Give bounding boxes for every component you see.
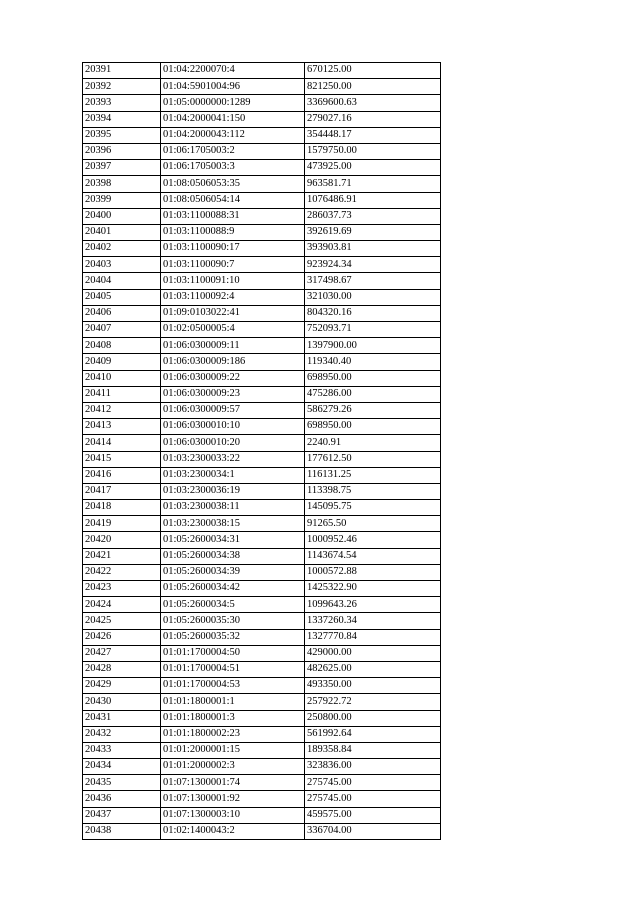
value-cell: 670125.00 bbox=[305, 63, 441, 79]
value-cell: 1397900.00 bbox=[305, 338, 441, 354]
table-row bbox=[83, 516, 441, 532]
cadastral-number-cell: 01:03:2300036:19 bbox=[161, 483, 305, 499]
row-number-cell: 20410 bbox=[83, 370, 161, 386]
cadastral-number-cell: 01:05:2600034:42 bbox=[161, 581, 305, 597]
value-cell: 473925.00 bbox=[305, 160, 441, 176]
row-number-cell: 20424 bbox=[83, 597, 161, 613]
cadastral-number-cell: 01:05:0000000:1289 bbox=[161, 95, 305, 111]
row-number-cell: 20421 bbox=[83, 548, 161, 564]
row-number-cell: 20399 bbox=[83, 192, 161, 208]
table-row bbox=[83, 143, 441, 159]
table-row bbox=[83, 111, 441, 127]
table-row bbox=[83, 208, 441, 224]
cadastral-number-cell: 01:03:1100088:31 bbox=[161, 208, 305, 224]
cadastral-number-cell: 01:01:1800002:23 bbox=[161, 726, 305, 742]
value-cell: 286037.73 bbox=[305, 208, 441, 224]
table-row bbox=[83, 581, 441, 597]
cadastral-number-cell: 01:01:1800001:1 bbox=[161, 694, 305, 710]
cadastral-number-cell: 01:05:2600034:31 bbox=[161, 532, 305, 548]
value-cell: 1143674.54 bbox=[305, 548, 441, 564]
table-row bbox=[83, 548, 441, 564]
cadastral-number-cell: 01:04:5901004:96 bbox=[161, 79, 305, 95]
cadastral-number-cell: 01:03:2300034:1 bbox=[161, 467, 305, 483]
table-body bbox=[83, 63, 441, 840]
row-number-cell: 20428 bbox=[83, 661, 161, 677]
value-cell: 354448.17 bbox=[305, 127, 441, 143]
table-row bbox=[83, 759, 441, 775]
row-number-cell: 20411 bbox=[83, 386, 161, 402]
value-cell: 1579750.00 bbox=[305, 143, 441, 159]
cadastral-number-cell: 01:04:2000041:150 bbox=[161, 111, 305, 127]
value-cell: 250800.00 bbox=[305, 710, 441, 726]
cadastral-number-cell: 01:01:2000001:15 bbox=[161, 742, 305, 758]
cadastral-number-cell: 01:05:2600034:5 bbox=[161, 597, 305, 613]
value-cell: 321030.00 bbox=[305, 289, 441, 305]
table-row bbox=[83, 160, 441, 176]
cadastral-number-cell: 01:03:2300038:15 bbox=[161, 516, 305, 532]
value-cell: 923924.34 bbox=[305, 257, 441, 273]
table-row bbox=[83, 95, 441, 111]
value-cell: 113398.75 bbox=[305, 483, 441, 499]
table-row bbox=[83, 483, 441, 499]
row-number-cell: 20414 bbox=[83, 435, 161, 451]
cadastral-number-cell: 01:03:2300038:11 bbox=[161, 500, 305, 516]
table-row bbox=[83, 823, 441, 839]
row-number-cell: 20434 bbox=[83, 759, 161, 775]
cadastral-number-cell: 01:01:2000002:3 bbox=[161, 759, 305, 775]
table-row bbox=[83, 710, 441, 726]
value-cell: 2240.91 bbox=[305, 435, 441, 451]
cadastral-number-cell: 01:03:2300033:22 bbox=[161, 451, 305, 467]
value-cell: 91265.50 bbox=[305, 516, 441, 532]
cadastral-number-cell: 01:06:0300009:11 bbox=[161, 338, 305, 354]
row-number-cell: 20406 bbox=[83, 305, 161, 321]
table-row bbox=[83, 564, 441, 580]
row-number-cell: 20398 bbox=[83, 176, 161, 192]
cadastral-number-cell: 01:02:0500005:4 bbox=[161, 322, 305, 338]
value-cell: 3369600.63 bbox=[305, 95, 441, 111]
value-cell: 429000.00 bbox=[305, 645, 441, 661]
cadastral-number-cell: 01:05:2600034:38 bbox=[161, 548, 305, 564]
value-cell: 275745.00 bbox=[305, 775, 441, 791]
table-row bbox=[83, 597, 441, 613]
table-row bbox=[83, 386, 441, 402]
value-cell: 1337260.34 bbox=[305, 613, 441, 629]
cadastral-number-cell: 01:01:1700004:53 bbox=[161, 678, 305, 694]
table-row bbox=[83, 678, 441, 694]
value-cell: 1076486.91 bbox=[305, 192, 441, 208]
row-number-cell: 20393 bbox=[83, 95, 161, 111]
row-number-cell: 20431 bbox=[83, 710, 161, 726]
row-number-cell: 20430 bbox=[83, 694, 161, 710]
row-number-cell: 20427 bbox=[83, 645, 161, 661]
row-number-cell: 20423 bbox=[83, 581, 161, 597]
value-cell: 1099643.26 bbox=[305, 597, 441, 613]
row-number-cell: 20438 bbox=[83, 823, 161, 839]
cadastral-number-cell: 01:06:0300009:186 bbox=[161, 354, 305, 370]
cadastral-number-cell: 01:05:2600035:30 bbox=[161, 613, 305, 629]
row-number-cell: 20436 bbox=[83, 791, 161, 807]
table-row bbox=[83, 241, 441, 257]
value-cell: 257922.72 bbox=[305, 694, 441, 710]
table-row bbox=[83, 694, 441, 710]
table-row bbox=[83, 79, 441, 95]
row-number-cell: 20417 bbox=[83, 483, 161, 499]
cadastral-number-cell: 01:03:1100090:17 bbox=[161, 241, 305, 257]
cadastral-number-cell: 01:08:0506053:35 bbox=[161, 176, 305, 192]
table-row bbox=[83, 224, 441, 240]
table-row bbox=[83, 500, 441, 516]
value-cell: 963581.71 bbox=[305, 176, 441, 192]
row-number-cell: 20401 bbox=[83, 224, 161, 240]
value-cell: 275745.00 bbox=[305, 791, 441, 807]
row-number-cell: 20397 bbox=[83, 160, 161, 176]
cadastral-number-cell: 01:06:1705003:3 bbox=[161, 160, 305, 176]
row-number-cell: 20402 bbox=[83, 241, 161, 257]
cadastral-number-cell: 01:01:1700004:50 bbox=[161, 645, 305, 661]
table-row bbox=[83, 63, 441, 79]
table-row bbox=[83, 775, 441, 791]
cadastral-number-cell: 01:02:1400043:2 bbox=[161, 823, 305, 839]
value-cell: 482625.00 bbox=[305, 661, 441, 677]
table-row bbox=[83, 807, 441, 823]
row-number-cell: 20422 bbox=[83, 564, 161, 580]
value-cell: 698950.00 bbox=[305, 419, 441, 435]
table-row bbox=[83, 451, 441, 467]
value-cell: 317498.67 bbox=[305, 273, 441, 289]
cadastral-number-cell: 01:06:0300010:10 bbox=[161, 419, 305, 435]
table-row bbox=[83, 645, 441, 661]
value-cell: 279027.16 bbox=[305, 111, 441, 127]
table-row bbox=[83, 419, 441, 435]
value-cell: 1425322.90 bbox=[305, 581, 441, 597]
table-row bbox=[83, 370, 441, 386]
cadastral-number-cell: 01:07:1300001:74 bbox=[161, 775, 305, 791]
row-number-cell: 20394 bbox=[83, 111, 161, 127]
cadastral-number-cell: 01:01:1800001:3 bbox=[161, 710, 305, 726]
value-cell: 752093.71 bbox=[305, 322, 441, 338]
cadastral-number-cell: 01:03:1100091:10 bbox=[161, 273, 305, 289]
row-number-cell: 20409 bbox=[83, 354, 161, 370]
row-number-cell: 20404 bbox=[83, 273, 161, 289]
table-row bbox=[83, 629, 441, 645]
row-number-cell: 20407 bbox=[83, 322, 161, 338]
value-cell: 804320.16 bbox=[305, 305, 441, 321]
value-cell: 1000572.88 bbox=[305, 564, 441, 580]
row-number-cell: 20403 bbox=[83, 257, 161, 273]
value-cell: 119340.40 bbox=[305, 354, 441, 370]
row-number-cell: 20437 bbox=[83, 807, 161, 823]
cadastral-number-cell: 01:06:1705003:2 bbox=[161, 143, 305, 159]
value-cell: 821250.00 bbox=[305, 79, 441, 95]
cadastral-number-cell: 01:04:2000043:112 bbox=[161, 127, 305, 143]
table-row bbox=[83, 726, 441, 742]
table-row bbox=[83, 791, 441, 807]
table-row bbox=[83, 273, 441, 289]
cadastral-number-cell: 01:06:0300009:22 bbox=[161, 370, 305, 386]
table-row bbox=[83, 322, 441, 338]
cadastral-number-cell: 01:03:1100092:4 bbox=[161, 289, 305, 305]
cadastral-number-cell: 01:06:0300010:20 bbox=[161, 435, 305, 451]
row-number-cell: 20432 bbox=[83, 726, 161, 742]
row-number-cell: 20400 bbox=[83, 208, 161, 224]
cadastral-number-cell: 01:03:1100088:9 bbox=[161, 224, 305, 240]
table-row bbox=[83, 613, 441, 629]
cadastral-number-cell: 01:01:1700004:51 bbox=[161, 661, 305, 677]
table-row bbox=[83, 742, 441, 758]
value-cell: 1000952.46 bbox=[305, 532, 441, 548]
cadastral-number-cell: 01:06:0300009:23 bbox=[161, 386, 305, 402]
value-cell: 393903.81 bbox=[305, 241, 441, 257]
row-number-cell: 20408 bbox=[83, 338, 161, 354]
value-cell: 116131.25 bbox=[305, 467, 441, 483]
cadastral-number-cell: 01:05:2600034:39 bbox=[161, 564, 305, 580]
value-cell: 586279.26 bbox=[305, 402, 441, 418]
table-row bbox=[83, 176, 441, 192]
cadastral-number-cell: 01:07:1300003:10 bbox=[161, 807, 305, 823]
table-row bbox=[83, 532, 441, 548]
row-number-cell: 20395 bbox=[83, 127, 161, 143]
value-cell: 336704.00 bbox=[305, 823, 441, 839]
row-number-cell: 20415 bbox=[83, 451, 161, 467]
row-number-cell: 20412 bbox=[83, 402, 161, 418]
row-number-cell: 20413 bbox=[83, 419, 161, 435]
table-row bbox=[83, 338, 441, 354]
value-cell: 392619.69 bbox=[305, 224, 441, 240]
cadastral-number-cell: 01:08:0506054:14 bbox=[161, 192, 305, 208]
value-cell: 1327770.84 bbox=[305, 629, 441, 645]
table-row bbox=[83, 257, 441, 273]
row-number-cell: 20416 bbox=[83, 467, 161, 483]
table-row bbox=[83, 354, 441, 370]
data-table bbox=[82, 62, 441, 840]
table-row bbox=[83, 289, 441, 305]
row-number-cell: 20391 bbox=[83, 63, 161, 79]
value-cell: 189358.84 bbox=[305, 742, 441, 758]
table-row bbox=[83, 305, 441, 321]
table-row bbox=[83, 661, 441, 677]
cadastral-number-cell: 01:04:2200070:4 bbox=[161, 63, 305, 79]
row-number-cell: 20405 bbox=[83, 289, 161, 305]
value-cell: 145095.75 bbox=[305, 500, 441, 516]
row-number-cell: 20425 bbox=[83, 613, 161, 629]
cadastral-number-cell: 01:09:0103022:41 bbox=[161, 305, 305, 321]
cadastral-number-cell: 01:07:1300001:92 bbox=[161, 791, 305, 807]
row-number-cell: 20433 bbox=[83, 742, 161, 758]
value-cell: 177612.50 bbox=[305, 451, 441, 467]
cadastral-number-cell: 01:03:1100090:7 bbox=[161, 257, 305, 273]
row-number-cell: 20396 bbox=[83, 143, 161, 159]
table-row bbox=[83, 435, 441, 451]
value-cell: 459575.00 bbox=[305, 807, 441, 823]
table-row bbox=[83, 192, 441, 208]
cadastral-number-cell: 01:06:0300009:57 bbox=[161, 402, 305, 418]
row-number-cell: 20420 bbox=[83, 532, 161, 548]
value-cell: 323836.00 bbox=[305, 759, 441, 775]
value-cell: 475286.00 bbox=[305, 386, 441, 402]
table-row bbox=[83, 127, 441, 143]
row-number-cell: 20392 bbox=[83, 79, 161, 95]
row-number-cell: 20418 bbox=[83, 500, 161, 516]
value-cell: 493350.00 bbox=[305, 678, 441, 694]
value-cell: 698950.00 bbox=[305, 370, 441, 386]
row-number-cell: 20435 bbox=[83, 775, 161, 791]
row-number-cell: 20426 bbox=[83, 629, 161, 645]
table-row bbox=[83, 467, 441, 483]
row-number-cell: 20419 bbox=[83, 516, 161, 532]
value-cell: 561992.64 bbox=[305, 726, 441, 742]
table-row bbox=[83, 402, 441, 418]
cadastral-number-cell: 01:05:2600035:32 bbox=[161, 629, 305, 645]
row-number-cell: 20429 bbox=[83, 678, 161, 694]
